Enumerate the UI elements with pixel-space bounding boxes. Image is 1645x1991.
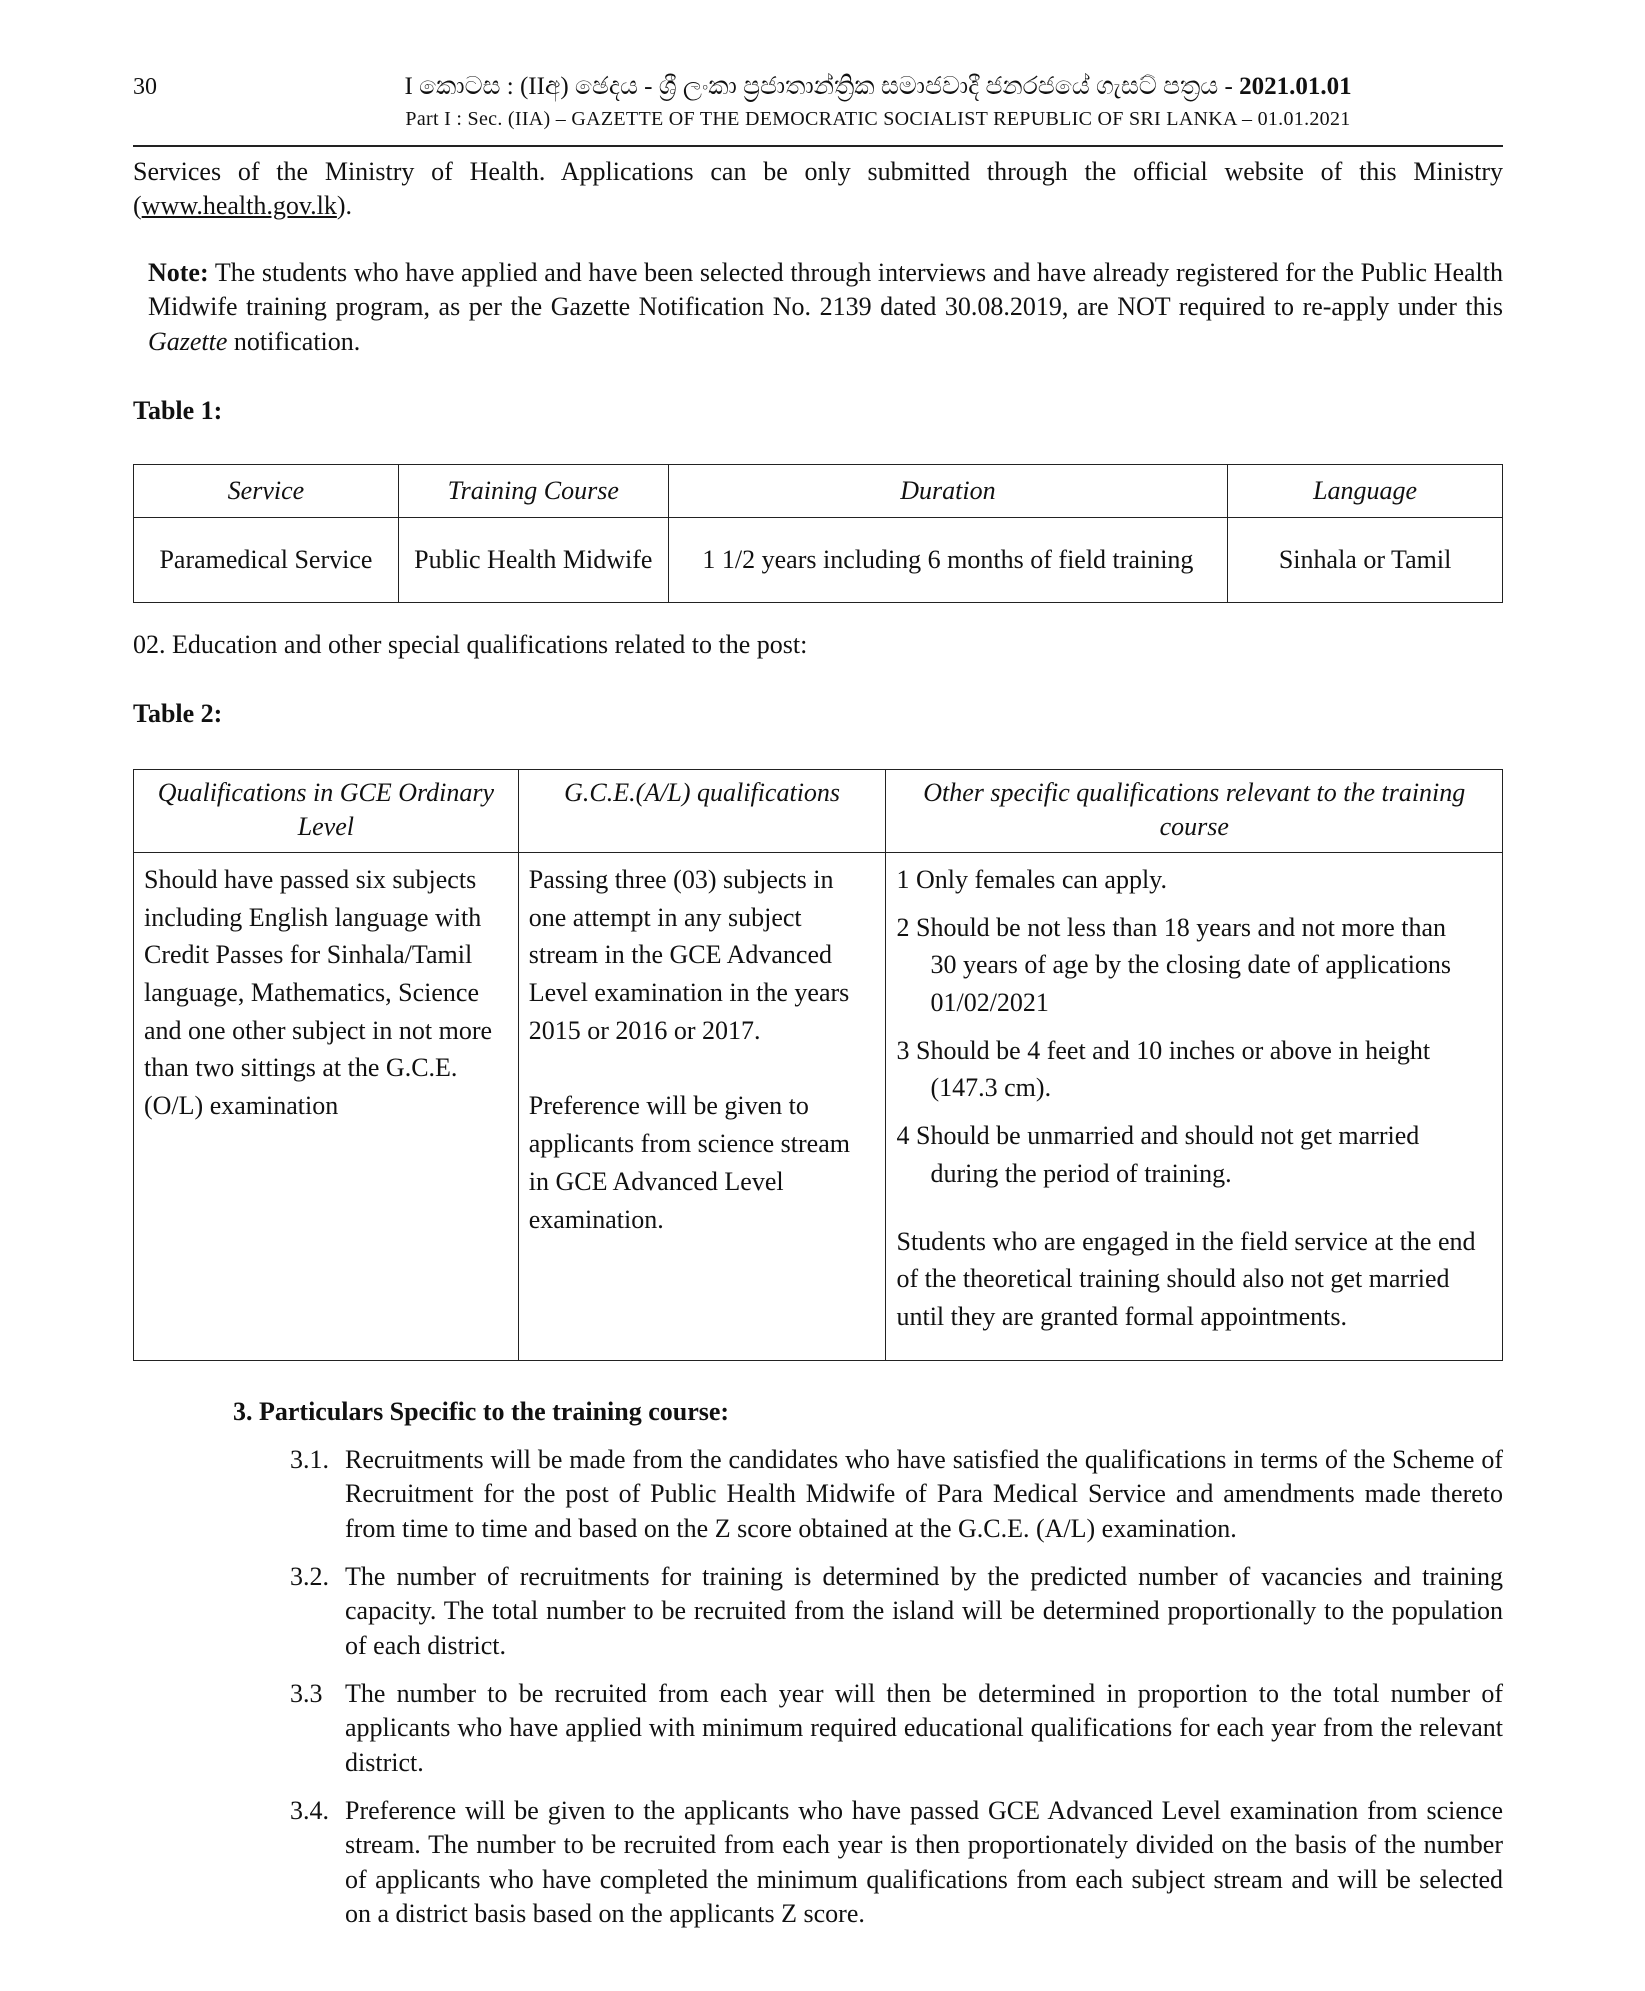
other-item-1: 1 Only females can apply.: [896, 865, 1167, 894]
note-text-before: The students who have applied and have been selected through interviews and have already registered for the Public Health Midwife training program, as per the Gazette Notification No. 2139 dated 30.08.2019, are NOT required to re-apply under this: [148, 258, 1503, 322]
item-3-3-text: The number to be recruited from each year will then be determined in proportion to the total number of applicants who have applied with minimum required educational qualifications for each year from the relevant district.: [345, 1679, 1503, 1777]
other-note: Students who are engaged in the field service at the end of the theoretical training should also not get married until they are granted formal appointments.: [896, 1226, 1476, 1331]
section-3-heading: 3. Particulars Specific to the training course:: [233, 1397, 730, 1426]
header-title-english: Part I : Sec. (IIA) – GAZETTE OF THE DEMOCRATIC SOCIALIST REPUBLIC OF SRI LANKA – 01.01.2021: [405, 108, 1351, 130]
item-3-3-number: 3.3: [290, 1679, 323, 1708]
list-item: [896, 861, 1492, 899]
list-item: [896, 1117, 1492, 1192]
note-text: [148, 258, 1503, 356]
item-3-4-text: Preference will be given to the applicants who have passed GCE Advanced Level examination from science stream. The number to be recruited from each year is then proportionately divided on the basis of the number of applicants who have completed the minimum qualifications from each subject stream and will be selected on a district basis based on the applicants Z score.: [345, 1796, 1503, 1928]
note-paragraph: [148, 256, 1503, 359]
note-italic-word: Gazette: [148, 326, 228, 356]
table2-header-al: G.C.E.(A/L) qualifications: [518, 770, 886, 853]
other-item-3-rest: (147.3 cm).: [930, 1073, 1052, 1103]
table1-header-row: [134, 465, 1503, 518]
other-item-2-first: 2 Should be not less than 18 years and not more than: [896, 912, 1447, 942]
item-3-1-number: 3.1.: [290, 1445, 329, 1474]
item-3-4-number: 3.4.: [290, 1796, 329, 1825]
header-sinhala-text: I කොටස : (IIඅ) ඡෙදය - ශ්‍රී ලංකා ප්‍රජාතාන්ත්‍රික සමාජවාදී ජනරජයේ ගැසට් පත්‍රය -: [404, 73, 1233, 100]
table1-header-language: Language: [1228, 465, 1503, 518]
page-header: [133, 70, 1503, 147]
table2-cell-other: [886, 853, 1503, 1361]
item-3-2-number: 3.2.: [290, 1562, 329, 1591]
table2-header-ol: Qualifications in GCE Ordinary Level: [134, 770, 519, 853]
table1-cell-course: Public Health Midwife: [398, 518, 668, 603]
table1-cell-duration: 1 1/2 years including 6 months of field training: [668, 518, 1227, 603]
other-item-4-rest: during the period of training.: [930, 1158, 1232, 1188]
table1-header-duration: Duration: [668, 465, 1227, 518]
table2-al-text2: Preference will be given to applicants from science stream in GCE Advanced Level examination.: [528, 1091, 850, 1234]
note-label: Note:: [148, 258, 209, 287]
table1-title: Table 1:: [133, 396, 223, 425]
table2-cell-ol: Should have passed six subjects including English language with Credit Passes for Sinhala/Tamil language, Mathematics, Science and one other subject in not more than two sittings at the G.C.E. (O/L) examination: [134, 853, 519, 1361]
note-text-after: notification.: [233, 326, 361, 356]
table1-header-course: Training Course: [398, 465, 668, 518]
table1-header-service: Service: [134, 465, 399, 518]
other-item-3-first: 3 Should be 4 feet and 10 inches or above in height: [896, 1035, 1431, 1065]
table1-cell-service: Paramedical Service: [134, 518, 399, 603]
section-2-heading: 02. Education and other special qualifications related to the post:: [133, 630, 808, 659]
header-title-sinhala: [323, 70, 1433, 103]
other-item-2-rest: 30 years of age by the closing date of applications 01/02/2021: [930, 950, 1452, 1018]
page-number: 30: [133, 74, 157, 100]
table2-header-other: Other specific qualifications relevant to the training course: [886, 770, 1503, 853]
table1-cell-language: Sinhala or Tamil: [1228, 518, 1503, 603]
table-row: [134, 518, 1503, 603]
intro-text: Services of the Ministry of Health. Applications can be only submitted through the official website of this Ministry (: [133, 157, 1503, 221]
table-1: [133, 464, 1503, 603]
header-date: 2021.01.01: [1239, 73, 1352, 100]
other-item-4-first: 4 Should be unmarried and should not get married: [896, 1121, 1420, 1151]
table-2: [133, 769, 1503, 1361]
list-item: [896, 1032, 1492, 1107]
table2-title: Table 2:: [133, 699, 223, 728]
table2-al-text1: Passing three (03) subjects in one attempt in any subject stream in the GCE Advanced Level examination in the years 2015 or 2016 or 2017.: [528, 865, 850, 1045]
ministry-website-link[interactable]: www.health.gov.lk: [141, 191, 337, 221]
item-3-2-text: The number of recruitments for training is determined by the predicted number of vacancies and training capacity. The total number to be recruited from the island will be determined proportionally to the population of each district.: [345, 1562, 1503, 1660]
table2-cell-al: [518, 853, 886, 1361]
intro-paragraph: [133, 155, 1503, 224]
table-row: [134, 853, 1503, 1361]
intro-close: ).: [336, 191, 353, 221]
table2-header-row: [134, 770, 1503, 853]
item-3-1-text: Recruitments will be made from the candidates who have satisfied the qualifications in terms of the Scheme of Recruitment for the post of Public Health Midwife of Para Medical Service and amendments made thereto from time to time and based on the Z score obtained at the G.C.E. (A/L) examination.: [345, 1445, 1503, 1543]
list-item: [896, 909, 1492, 1022]
